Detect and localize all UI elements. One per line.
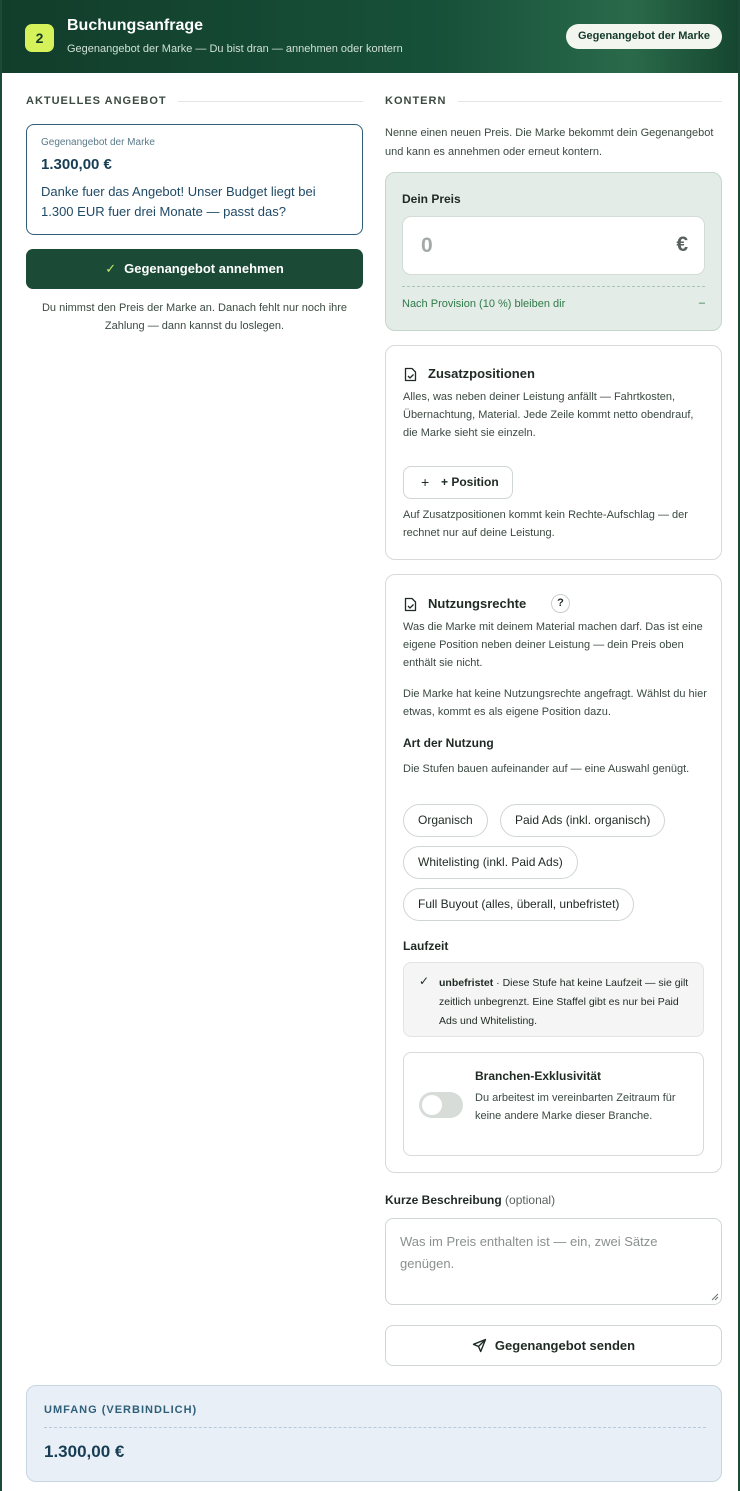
net-after-commission-label: Nach Provision (10 %) bleiben dir	[402, 298, 566, 310]
add-position-label: + Position	[441, 475, 499, 489]
exclusivity-title: Branchen-Exklusivität	[475, 1069, 602, 1083]
divider	[458, 101, 722, 102]
usage-type-title: Art der Nutzung	[403, 736, 494, 750]
page-title: Buchungsanfrage	[67, 17, 204, 34]
divider	[44, 1427, 706, 1428]
usage-option-organic[interactable]: Organisch	[403, 804, 488, 837]
current-offer-heading: AKTUELLES ANGEBOT	[26, 95, 167, 107]
accept-button-label: Gegenangebot annehmen	[124, 261, 284, 276]
scope-summary	[26, 1385, 722, 1482]
extras-description: Alles, was neben deiner Leistung anfällt — Fahrtkosten, Übernachtung, Material. Jede Zeile kommt netto obendrauf, die Marke sieht sie einzeln.	[403, 391, 694, 439]
exclusivity-toggle[interactable]	[419, 1092, 463, 1118]
description-textarea[interactable]	[385, 1218, 722, 1305]
add-position-button[interactable]	[403, 466, 513, 499]
status-badge: Gegenangebot der Marke	[566, 24, 722, 49]
exclusivity-description: Du arbeitest im vereinbarten Zeitraum für keine andere Marke dieser Branche.	[475, 1092, 676, 1122]
usage-option-whitelisting[interactable]: Whitelisting (inkl. Paid Ads)	[403, 846, 578, 879]
usage-rights-description: Was die Marke mit deinem Material machen darf. Das ist eine eigene Position neben deiner Leistung — dein Preis oben enthält sie nicht.	[403, 621, 703, 669]
usage-rights-title: Nutzungsrechte	[428, 596, 527, 611]
step-badge: 2	[25, 24, 54, 52]
help-icon[interactable]: ?	[551, 594, 570, 613]
send-counteroffer-button[interactable]	[385, 1325, 722, 1366]
accept-note: Du nimmst den Preis der Marke an. Danach fehlt nur noch ihre Zahlung — dann kannst du loslegen.	[41, 302, 348, 332]
divider	[402, 286, 705, 287]
scope-title: UMFANG (VERBINDLICH)	[44, 1404, 198, 1416]
usage-type-description: Die Stufen bauen aufeinander auf — eine Auswahl genügt.	[403, 763, 690, 775]
document-check-icon	[404, 367, 417, 382]
send-button-label: Gegenangebot senden	[494, 1338, 636, 1353]
duration-info	[403, 962, 704, 1037]
counter-intro: Nenne einen neuen Preis. Die Marke bekommt dein Gegenangebot und kann es annehmen oder erneut kontern.	[385, 127, 714, 158]
page-subtitle: Gegenangebot der Marke — Du bist dran — annehmen oder kontern	[67, 43, 403, 55]
price-input[interactable]	[402, 216, 705, 275]
header	[2, 0, 740, 73]
offer-label: Gegenangebot der Marke	[41, 137, 155, 148]
duration-explanation: · Diese Stufe hat keine Laufzeit — sie gilt zeitlich unbegrenzt. Eine Staffel gibt es nur bei Paid Ads und Whitelisting.	[439, 977, 689, 1027]
euro-icon: €	[676, 233, 688, 256]
duration-title: Laufzeit	[403, 939, 449, 953]
resize-handle-icon[interactable]	[711, 1293, 719, 1301]
duration-value: unbefristet	[439, 977, 494, 989]
offer-message: Danke fuer das Angebot! Unser Budget liegt bei 1.300 EUR fuer drei Monate — passt das?	[41, 184, 316, 219]
price-box	[385, 172, 722, 331]
usage-rights-card	[385, 574, 722, 1173]
send-icon	[472, 1338, 487, 1353]
exclusivity-option	[403, 1052, 704, 1156]
toggle-knob	[422, 1095, 442, 1115]
usage-option-paid-ads[interactable]: Paid Ads (inkl. organisch)	[500, 804, 665, 837]
plus-icon: +	[421, 474, 430, 490]
offer-amount: 1.300,00 €	[41, 156, 112, 173]
usage-rights-note: Die Marke hat keine Nutzungsrechte angefragt. Wählst du hier etwas, kommt es als eigene Position dazu.	[403, 688, 707, 718]
duration-text	[439, 974, 694, 1031]
extras-note: Auf Zusatzpositionen kommt kein Rechte-Aufschlag — der rechnet nur auf deine Leistung.	[403, 509, 688, 539]
optional-hint: (optional)	[505, 1193, 556, 1207]
counter-heading: KONTERN	[385, 95, 447, 107]
extras-card	[385, 345, 722, 560]
divider	[178, 101, 363, 102]
price-label: Dein Preis	[402, 192, 461, 206]
accept-counteroffer-button[interactable]	[26, 249, 363, 289]
net-after-commission-value: –	[698, 297, 705, 309]
check-icon: ✓	[105, 261, 117, 276]
price-value: 0	[421, 234, 433, 257]
check-icon: ✓	[419, 974, 430, 988]
description-label: Kurze Beschreibung (optional)	[385, 1193, 556, 1207]
usage-option-full-buyout[interactable]: Full Buyout (alles, überall, unbefristet)	[403, 888, 634, 921]
scope-amount: 1.300,00 €	[44, 1442, 125, 1461]
extras-title: Zusatzpositionen	[428, 366, 535, 381]
current-offer-card	[26, 124, 363, 235]
document-check-icon	[404, 597, 417, 612]
